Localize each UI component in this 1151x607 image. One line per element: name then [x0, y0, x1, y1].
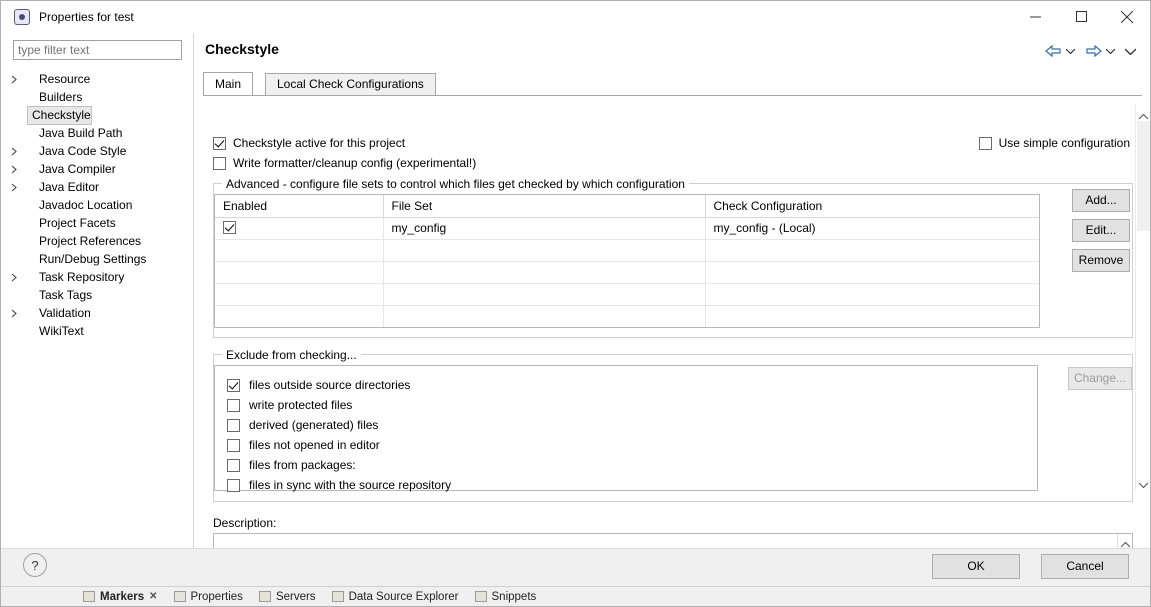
filter-input[interactable]: [13, 40, 182, 60]
ok-button[interactable]: OK: [932, 554, 1020, 579]
sidebar-item-label: Run/Debug Settings: [39, 252, 147, 266]
cell-enabled[interactable]: [215, 217, 383, 239]
exclude-option-5[interactable]: [227, 475, 1037, 495]
row-enabled-checkbox[interactable]: [223, 221, 236, 234]
sidebar-item-label: WikiText: [39, 324, 84, 338]
tab-bar: [203, 74, 1142, 96]
view-tab-icon: [174, 591, 186, 602]
help-button[interactable]: ?: [23, 553, 47, 577]
checkstyle-active-checkbox[interactable]: [213, 137, 226, 150]
content-scroll-up-icon[interactable]: [1139, 109, 1148, 118]
tab-main[interactable]: Main: [203, 72, 253, 95]
sidebar-item-resource[interactable]: [1, 70, 193, 88]
sidebar-item-project-facets[interactable]: [1, 214, 193, 232]
cell-check-configuration: my_config - (Local): [705, 217, 1040, 239]
add-button[interactable]: Add...: [1072, 189, 1130, 212]
maximize-button[interactable]: [1058, 1, 1104, 33]
view-tab-label: Markers: [100, 590, 145, 603]
background-view-tabs[interactable]: [1, 586, 1150, 606]
cell-empty: [215, 239, 383, 261]
view-tab-markers[interactable]: [83, 591, 158, 603]
forward-dropdown-icon[interactable]: [1106, 48, 1115, 54]
column-header-file-set[interactable]: File Set: [383, 195, 705, 217]
cell-empty: [215, 305, 383, 327]
view-tab-label: Snippets: [491, 590, 537, 603]
sidebar-selected-wrapper: [1, 106, 193, 124]
view-tab-properties[interactable]: [174, 591, 243, 603]
cell-empty: [705, 305, 1040, 327]
exclude-option-3[interactable]: [227, 435, 1037, 455]
sidebar-item-label: Task Repository: [39, 270, 125, 284]
exclude-option-0[interactable]: [227, 375, 1037, 395]
expand-arrow-icon[interactable]: [11, 142, 17, 160]
table-row-empty[interactable]: [215, 261, 1040, 283]
back-arrow-icon[interactable]: [1045, 45, 1062, 57]
sidebar-item-wikitext[interactable]: [1, 322, 193, 340]
exclude-option-checkbox[interactable]: [227, 479, 240, 492]
exclude-option-2[interactable]: [227, 415, 1037, 435]
exclude-option-label: write protected files: [249, 398, 353, 412]
content-scrollbar[interactable]: [1135, 105, 1150, 490]
cell-empty: [215, 261, 383, 283]
sidebar-item-builders[interactable]: [1, 88, 193, 106]
dialog-footer: [1, 548, 1150, 586]
exclude-option-label: files from packages:: [249, 458, 356, 472]
tab-local-check-configurations[interactable]: Local Check Configurations: [265, 73, 436, 95]
checkstyle-active-label: Checkstyle active for this project: [233, 136, 406, 150]
cell-empty: [215, 283, 383, 305]
cancel-button[interactable]: Cancel: [1041, 554, 1129, 579]
table-row-empty[interactable]: [215, 327, 1040, 328]
file-sets-table[interactable]: [214, 194, 1040, 328]
use-simple-configuration-checkbox[interactable]: [979, 137, 992, 150]
use-simple-configuration-label: Use simple configuration: [998, 136, 1130, 150]
cell-empty: [705, 327, 1040, 328]
sidebar-item-label: Java Compiler: [39, 162, 116, 176]
view-tab-icon: [259, 591, 271, 602]
column-header-check-configuration[interactable]: Check Configuration: [705, 195, 1040, 217]
exclude-option-checkbox[interactable]: [227, 419, 240, 432]
title-bar: [1, 1, 1150, 33]
view-tab-icon: [332, 591, 344, 602]
exclude-group: [213, 348, 1133, 502]
sidebar-item-label: Java Editor: [39, 180, 100, 194]
view-tab-label: Servers: [275, 590, 316, 603]
content-scroll-thumb[interactable]: [1137, 121, 1150, 231]
settings-tree[interactable]: [1, 68, 193, 548]
sidebar-item-label: Project Facets: [39, 216, 116, 230]
sidebar-item-validation[interactable]: [1, 304, 193, 322]
sidebar-item-label: Validation: [39, 306, 91, 320]
write-formatter-row[interactable]: [213, 156, 476, 170]
exclude-group-legend: Exclude from checking...: [222, 348, 361, 362]
cell-empty: [705, 261, 1040, 283]
table-row-empty[interactable]: [215, 305, 1040, 327]
exclude-option-checkbox[interactable]: [227, 399, 240, 412]
sidebar-item-task-repository[interactable]: [1, 268, 193, 286]
exclude-option-1[interactable]: [227, 395, 1037, 415]
cell-empty: [383, 283, 705, 305]
exclude-option-label: files outside source directories: [249, 378, 411, 392]
sidebar-item-java-compiler[interactable]: [1, 160, 193, 178]
sidebar-item-java-code-style[interactable]: [1, 142, 193, 160]
main-tab-content: [203, 96, 1142, 548]
exclude-options-list[interactable]: [214, 365, 1038, 491]
description-label: Description:: [213, 516, 277, 530]
expand-arrow-icon[interactable]: [11, 268, 17, 286]
edit-button[interactable]: Edit...: [1072, 219, 1130, 242]
exclude-option-label: files not opened in editor: [249, 438, 380, 452]
exclude-option-label: files in sync with the source repository: [249, 478, 452, 492]
write-formatter-checkbox[interactable]: [213, 157, 226, 170]
sidebar-item-label: Resource: [39, 72, 91, 86]
cell-file-set: my_config: [383, 217, 705, 239]
cell-empty: [383, 261, 705, 283]
expand-arrow-icon[interactable]: [11, 70, 17, 88]
sidebar-item-label: Java Build Path: [39, 126, 123, 140]
view-tab-icon: [475, 591, 487, 602]
settings-sidebar: [1, 33, 194, 548]
view-tab-icon: [83, 591, 95, 602]
cell-empty: [705, 239, 1040, 261]
cell-empty: [383, 305, 705, 327]
sidebar-item-run-debug-settings[interactable]: [1, 250, 193, 268]
exclude-option-checkbox[interactable]: [227, 379, 240, 392]
expand-arrow-icon[interactable]: [11, 160, 17, 178]
table-row[interactable]: [215, 217, 1040, 239]
view-tab-servers[interactable]: [259, 591, 316, 603]
table-row-empty[interactable]: [215, 239, 1040, 261]
settings-content: [195, 33, 1150, 548]
forward-arrow-icon[interactable]: [1085, 45, 1102, 57]
sidebar-item-project-references[interactable]: [1, 232, 193, 250]
sidebar-item-label: Builders: [39, 90, 83, 104]
view-tab-close-icon[interactable]: ✕: [149, 591, 158, 602]
expand-arrow-icon[interactable]: [11, 304, 17, 322]
app-icon: [14, 9, 30, 25]
view-menu-icon[interactable]: [1125, 48, 1136, 55]
change-button[interactable]: Change...: [1068, 367, 1132, 390]
expand-arrow-icon[interactable]: [11, 178, 17, 196]
view-tab-snippets[interactable]: [475, 591, 537, 603]
window-controls: [1012, 1, 1150, 33]
sidebar-item-label: Task Tags: [39, 288, 93, 302]
close-button[interactable]: [1104, 1, 1150, 33]
content-scroll-down-icon[interactable]: [1139, 477, 1148, 486]
cell-empty: [215, 327, 383, 328]
minimize-button[interactable]: [1012, 1, 1058, 33]
sidebar-item-label: Javadoc Location: [39, 198, 133, 212]
view-tab-label: Data Source Explorer: [348, 590, 459, 603]
view-tab-label: Properties: [190, 590, 243, 603]
exclude-option-4[interactable]: [227, 455, 1037, 475]
sidebar-item-task-tags[interactable]: [1, 286, 193, 304]
sidebar-item-checkstyle[interactable]: [27, 106, 92, 125]
advanced-group: [213, 177, 1133, 338]
checkstyle-active-row[interactable]: [213, 136, 405, 150]
use-simple-configuration-row[interactable]: [979, 136, 1130, 150]
sidebar-item-label: Project References: [39, 234, 142, 248]
file-set-buttons: [1072, 189, 1132, 279]
view-tab-data-source-explorer[interactable]: [332, 591, 459, 603]
page-title: Checkstyle: [205, 41, 279, 57]
cell-empty: [705, 283, 1040, 305]
write-formatter-label: Write formatter/cleanup config (experimental!): [233, 156, 477, 170]
exclude-option-checkbox[interactable]: [227, 459, 240, 472]
sidebar-item-label: Checkstyle: [32, 108, 91, 122]
table-row-empty[interactable]: [215, 283, 1040, 305]
exclude-option-checkbox[interactable]: [227, 439, 240, 452]
back-dropdown-icon[interactable]: [1066, 48, 1075, 54]
exclude-option-label: derived (generated) files: [249, 418, 379, 432]
window-title: Properties for test: [39, 9, 134, 24]
advanced-group-legend: Advanced - configure file sets to control which files get checked by which configuration: [222, 177, 689, 191]
sidebar-item-java-editor[interactable]: [1, 178, 193, 196]
sidebar-item-label: Java Code Style: [39, 144, 127, 158]
table-header-row: [215, 195, 1040, 217]
cell-empty: [383, 239, 705, 261]
sidebar-item-java-build-path[interactable]: [1, 124, 193, 142]
cell-empty: [383, 327, 705, 328]
column-header-enabled[interactable]: Enabled: [215, 195, 383, 217]
remove-button[interactable]: Remove: [1072, 249, 1130, 272]
navigation-icons: [1045, 45, 1136, 57]
sidebar-item-javadoc-location[interactable]: [1, 196, 193, 214]
